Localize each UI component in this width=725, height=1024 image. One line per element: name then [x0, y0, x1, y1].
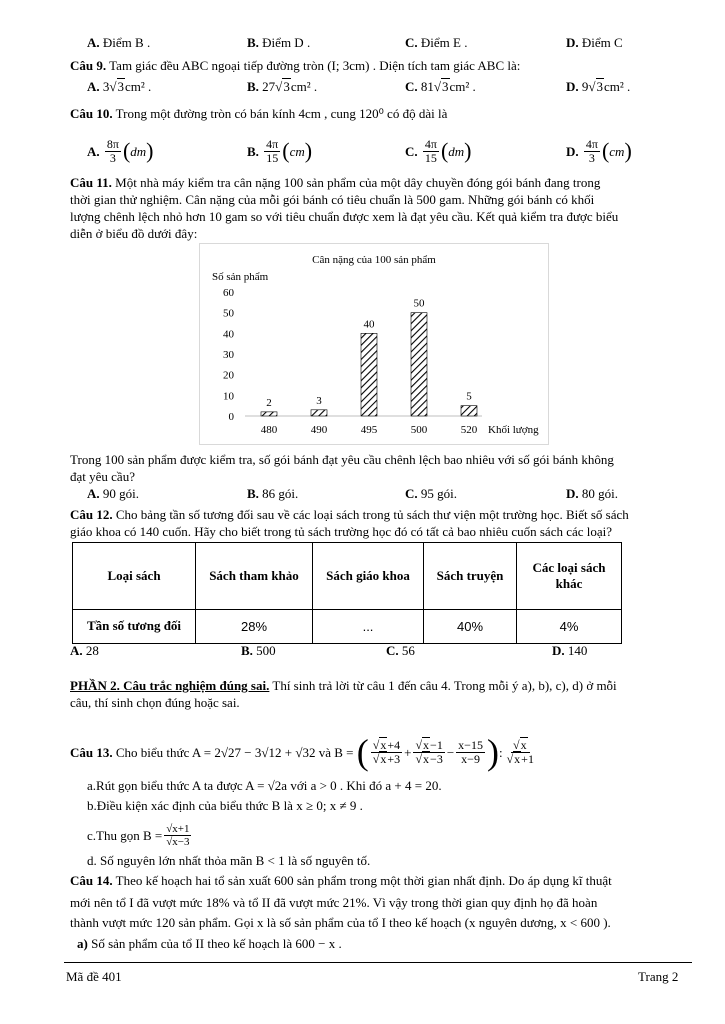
chart-y-tick-label: 60: [223, 287, 234, 299]
chart-x-tick-label: 490: [310, 424, 328, 436]
q13-big-paren-close: ): [486, 732, 499, 772]
footer-page-number: Trang 2: [638, 969, 679, 984]
q13-frac1: √ x+4 √ x+3: [371, 739, 402, 766]
q13-frac4: √ x √ x+1: [505, 739, 536, 766]
q13-statement-d: d. Số nguyên lớn nhất thỏa mãn B < 1 là số nguyên tố.: [87, 853, 371, 868]
table-row-label: Tần số tương đối: [73, 609, 196, 643]
q14-statement-a: a) Số sản phẩm của tổ II theo kế hoạch là 600 − x .: [77, 936, 342, 951]
q11-option-b: B. 86 gói.: [247, 486, 299, 501]
table-header-cell: Các loại sách khác: [517, 543, 622, 610]
q13-statement-c: c.Thu gọn B = $\frac{√x+1}{√x-3}$: [87, 822, 190, 848]
table-header-cell: Sách giáo khoa: [313, 543, 424, 610]
q11-option-a: A. 90 gói.: [87, 486, 140, 501]
footer-divider: [64, 962, 692, 963]
q11-after-line2: đạt yêu cầu?: [70, 469, 135, 484]
q9-option-a: A. 3√ 3cm² .: [87, 78, 151, 95]
chart-x-tick-label: 520: [460, 424, 478, 436]
q11-stem-line1: Câu 11. Một nhà máy kiểm tra cân nặng 100 sản phẩm của một dây chuyền đóng gói bánh đang trong: [70, 175, 601, 190]
chart-bar: [461, 406, 477, 416]
q14-stem-line3: thành vượt mức 120 sản phẩm. Gọi x là số sản phẩm của tổ I theo kế hoạch (x nguyên dương, x < 600 ).: [70, 915, 611, 930]
q14-stem-line1: Câu 14. Theo kế hoạch hai tổ sản xuất 600 sản phẩm trong một thời gian nhất định. Do áp dụng kĩ thuật: [70, 873, 612, 888]
q10-option-c: C. $\frac{4\pi}{15}$ ( dm ): [405, 136, 472, 165]
q8-option-b: B. Điểm D .: [247, 35, 311, 50]
chart-title: Cân nặng của 100 sản phẩm: [312, 254, 436, 266]
q13-frac2: √ x−1 √ x−3: [413, 739, 444, 766]
table-header-row: [73, 543, 622, 610]
q13-statement-a: a.Rút gọn biểu thức A ta được A = √2a với a > 0 . Khi đó a + 4 = 20.: [87, 778, 442, 793]
q11-stem-line4: diễn ở biểu đồ dưới đây:: [70, 226, 198, 241]
chart-y-axis-label: Số sản phẩm: [212, 271, 269, 283]
chart-y-tick-label: 20: [223, 369, 234, 382]
table-row: [73, 609, 622, 643]
chart-data-label: 40: [363, 318, 375, 331]
table-header-cell: Sách tham khảo: [196, 543, 313, 610]
chart-y-tick-label: 50: [223, 307, 234, 320]
table-cell: 40%: [424, 609, 517, 643]
q10-option-b: B. $\frac{4\pi}{15}$ ( cm ): [247, 136, 313, 165]
chart-bar: [411, 313, 427, 416]
chart-y-tick-label: 0: [228, 411, 234, 423]
q12-option-c: C. 56: [386, 643, 415, 658]
q10-option-d: D. $\frac{4\pi}{3}$ ( cm ): [566, 136, 632, 165]
table-cell: 4%: [517, 609, 622, 643]
q8-option-c: C. Điểm E .: [405, 35, 468, 50]
chart-bar: [361, 333, 377, 416]
chart-x-tick-label: 480: [260, 424, 278, 436]
q12-option-d: D. 140: [552, 643, 588, 658]
table-cell: 28%: [196, 609, 313, 643]
weight-chart: [199, 243, 549, 445]
q10-option-a: A. $\frac{8\pi}{3}$ ( dm ): [87, 136, 154, 165]
part2-heading: PHẦN 2. Câu trắc nghiệm đúng sai. Thí sinh trả lời từ câu 1 đến câu 4. Trong mỗi ý a), b), c), d) ở mỗi: [70, 678, 617, 693]
chart-x-axis-label: Khối lượng: [488, 424, 539, 436]
q9-stem: Câu 9. Tam giác đều ABC ngoại tiếp đường tròn (I; 3cm) . Diện tích tam giác ABC là:: [70, 58, 521, 73]
q9-option-b: B. 27√ 3cm² .: [247, 78, 317, 95]
chart-data-label: 3: [316, 394, 322, 407]
q13-statement-b: b.Điều kiện xác định của biểu thức B là x ≥ 0; x ≠ 9 .: [87, 798, 363, 813]
table-header-cell: Sách truyện: [424, 543, 517, 610]
chart-y-tick-label: 40: [223, 328, 234, 341]
q9-option-c: C. 81√ 3cm² .: [405, 78, 476, 95]
frequency-table: [72, 542, 622, 644]
q11-stem-line2: thời gian thử nghiệm. Cân nặng của mỗi gói bánh có tiêu chuẩn là 500 gam. Những gói bánh có khối: [70, 192, 595, 207]
q11-option-c: C. 95 gói.: [405, 486, 458, 501]
q9-option-d: D. 9√ 3cm² .: [566, 78, 630, 95]
q12-option-b: B. 500: [241, 643, 276, 658]
weight-chart-svg: [200, 244, 548, 444]
q11-after-line1: Trong 100 sản phẩm được kiểm tra, số gói bánh đạt yêu cầu chênh lệch bao nhiêu với số gói bánh không: [70, 452, 614, 467]
chart-bar: [311, 410, 327, 416]
chart-data-label: 2: [266, 396, 272, 409]
q13-stem: Câu 13. Cho biểu thức A = 2√27 − 3√12 + √32 và B = ( √ x+4 √ x+3 + √ x−1 √ x−3 − $\frac{x-15}{x-9}$ ) : √ x √ x+1: [70, 732, 538, 772]
chart-x-tick-label: 495: [360, 424, 378, 436]
q8-option-d: D. Điểm C: [566, 35, 623, 50]
q13-frac3: $\frac{x-15}{x-9}$: [458, 737, 483, 766]
chart-y-tick-label: 30: [223, 349, 234, 361]
q11-stem-line3: lượng chênh lệch nhỏ hơn 10 gam so với tiêu chuẩn được xem là đạt yêu cầu. Kết quả kiểm tra được biểu: [70, 209, 619, 224]
chart-bar: [261, 412, 277, 416]
part2-heading-line2: câu, thí sinh chọn đúng hoặc sai.: [70, 695, 240, 710]
q12-stem-line1: Câu 12. Cho bảng tần số tương đối sau về các loại sách trong tủ sách thư viện một trường học. Biết số sách: [70, 507, 629, 522]
footer-exam-code: Mã đề 401: [66, 969, 122, 984]
chart-data-label: 5: [466, 390, 472, 403]
q8-option-a: A. Điểm B .: [87, 35, 151, 50]
q12-option-a: A. 28: [70, 643, 99, 658]
q14-stem-line2: mới nên tổ I đã vượt mức 18% và tổ II đã vượt mức 21%. Vì vậy trong thời gian quy định họ đã hoàn: [70, 895, 598, 910]
q12-stem-line2: giáo khoa có 140 cuốn. Hãy cho biết trong tủ sách trường học đó có tất cả bao nhiêu cuốn sách các loại?: [70, 524, 613, 539]
table-header-cell: Loại sách: [73, 543, 196, 610]
chart-data-label: 50: [413, 297, 425, 310]
chart-x-tick-label: 500: [410, 424, 428, 436]
q11-option-d: D. 80 gói.: [566, 486, 619, 501]
chart-y-tick-label: 10: [223, 390, 234, 403]
table-cell: ...: [313, 609, 424, 643]
q13-big-paren-open: (: [356, 732, 369, 772]
q10-stem: Câu 10. Trong một đường tròn có bán kính 4cm , cung 120⁰ có độ dài là: [70, 106, 448, 121]
